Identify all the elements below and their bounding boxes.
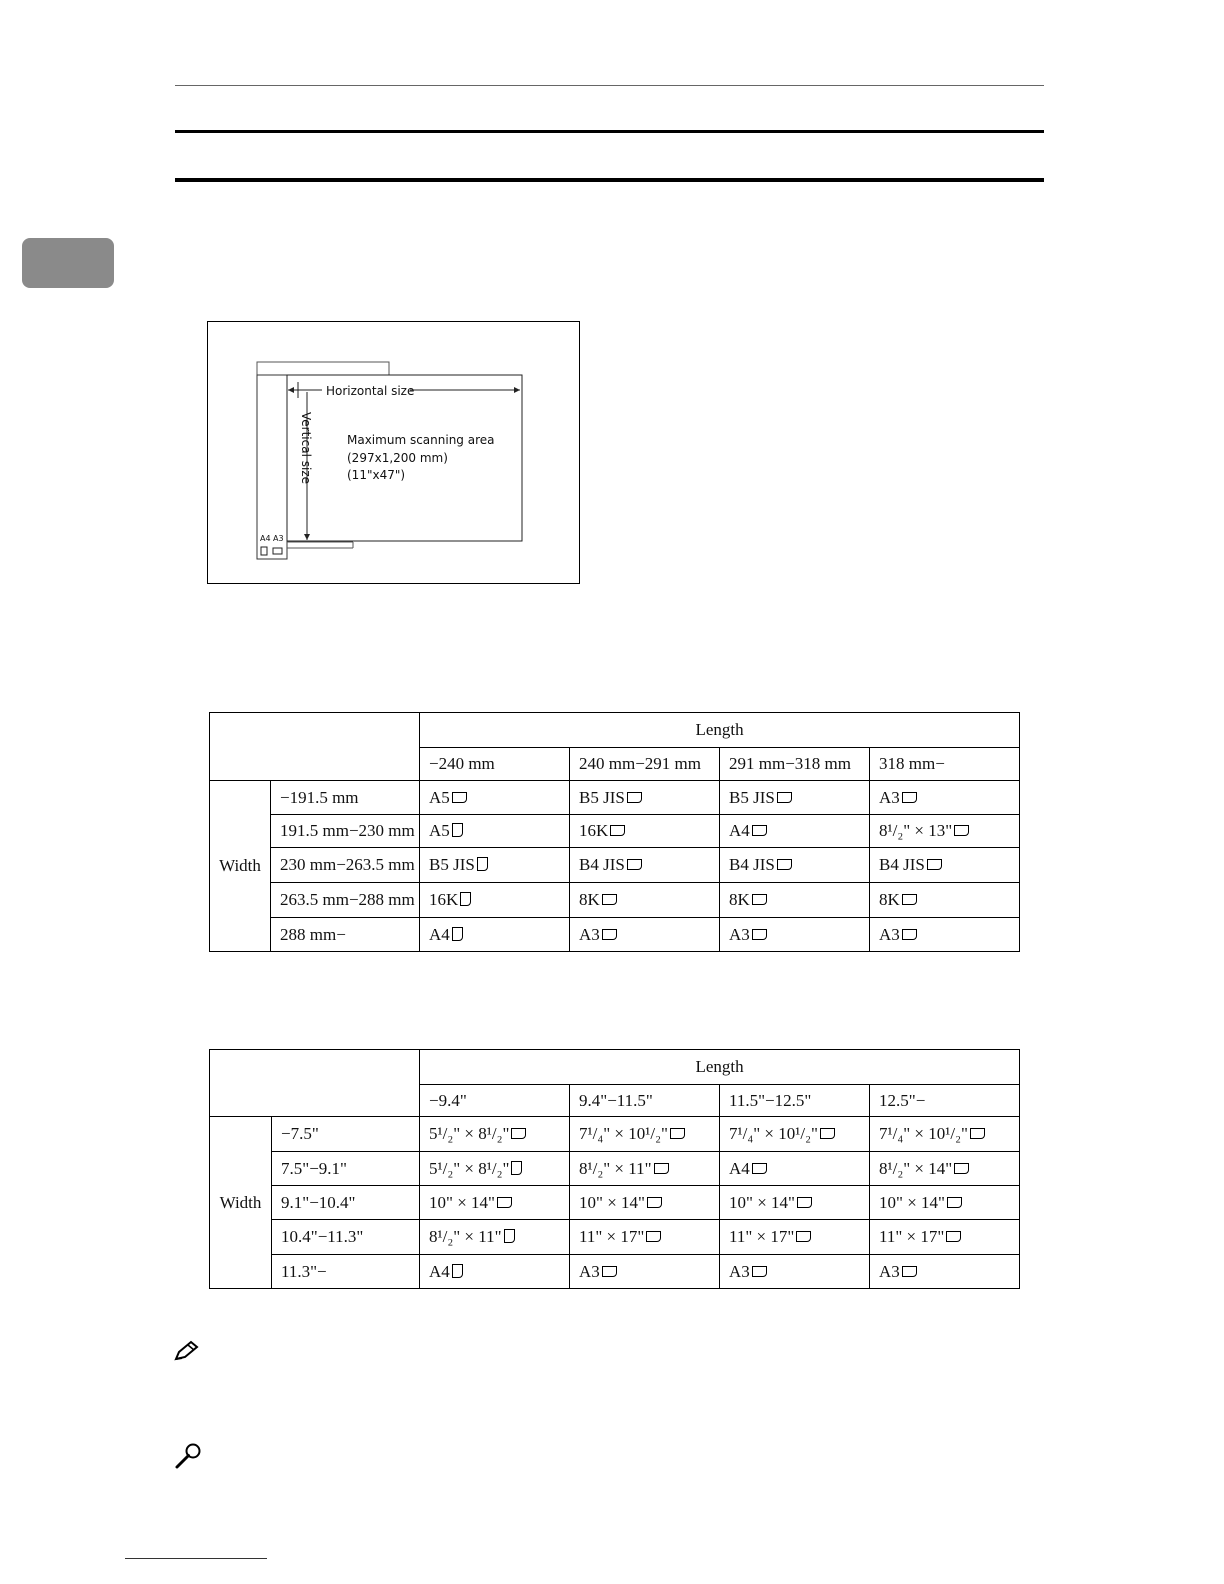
width-header: Width bbox=[210, 781, 271, 952]
inch-size-table bbox=[209, 1049, 1020, 1289]
width-header: Width bbox=[210, 1117, 272, 1289]
size-cell: A3 bbox=[870, 918, 1020, 952]
width-range: 7.5"−9.1" bbox=[272, 1152, 420, 1186]
length-column: −240 mm bbox=[420, 748, 570, 781]
a4-label: A4 bbox=[260, 534, 271, 543]
size-cell: 10" × 14" bbox=[870, 1186, 1020, 1220]
corner-cell bbox=[210, 713, 420, 781]
chapter-tab bbox=[22, 238, 114, 288]
table-row bbox=[210, 1186, 1020, 1220]
length-column: 318 mm− bbox=[870, 748, 1020, 781]
length-column: 291 mm−318 mm bbox=[720, 748, 870, 781]
size-cell: A3 bbox=[870, 781, 1020, 815]
size-cell: 16K bbox=[570, 815, 720, 848]
table-row bbox=[210, 883, 1020, 918]
size-cell: 10" × 14" bbox=[420, 1186, 570, 1220]
size-cell: A5 bbox=[420, 781, 570, 815]
size-cell: A4 bbox=[420, 918, 570, 952]
table-row bbox=[210, 848, 1020, 883]
length-column: 9.4"−11.5" bbox=[570, 1085, 720, 1117]
width-range: 191.5 mm−230 mm bbox=[271, 815, 420, 848]
area-mm: (297x1,200 mm) bbox=[347, 451, 448, 465]
table-row bbox=[210, 1220, 1020, 1255]
landscape-paper-icon bbox=[273, 548, 282, 554]
size-cell: B4 JIS bbox=[570, 848, 720, 883]
size-cell: 8K bbox=[720, 883, 870, 918]
size-cell: 7¹/₄" × 10¹/₂" bbox=[570, 1117, 720, 1152]
corner-cell bbox=[210, 1050, 420, 1117]
size-cell: A3 bbox=[570, 1255, 720, 1289]
size-cell: A3 bbox=[570, 918, 720, 952]
size-cell: 7¹/₄" × 10¹/₂" bbox=[870, 1117, 1020, 1152]
header-rule-mid bbox=[175, 130, 1044, 133]
size-cell: 8¹/₂" × 14" bbox=[870, 1152, 1020, 1186]
metric-size-table bbox=[209, 712, 1020, 952]
length-column: 11.5"−12.5" bbox=[720, 1085, 870, 1117]
width-range: 10.4"−11.3" bbox=[272, 1220, 420, 1255]
size-cell: B4 JIS bbox=[720, 848, 870, 883]
size-cell: A5 bbox=[420, 815, 570, 848]
size-cell: 8¹/₂" × 11" bbox=[420, 1220, 570, 1255]
size-cell: 8K bbox=[570, 883, 720, 918]
size-cell: A4 bbox=[720, 1152, 870, 1186]
table-row bbox=[210, 1152, 1020, 1186]
size-cell: 7¹/₄" × 10¹/₂" bbox=[720, 1117, 870, 1152]
a3-label: A3 bbox=[273, 534, 284, 543]
size-cell: B5 JIS bbox=[720, 781, 870, 815]
pencil-icon bbox=[173, 1340, 201, 1364]
size-cell: 11" × 17" bbox=[570, 1220, 720, 1255]
length-header: Length bbox=[420, 713, 1020, 748]
size-cell: 10" × 14" bbox=[570, 1186, 720, 1220]
header-rule-thick bbox=[175, 178, 1044, 182]
width-range: 263.5 mm−288 mm bbox=[271, 883, 420, 918]
horizontal-size-label: Horizontal size bbox=[326, 384, 415, 398]
size-cell: 11" × 17" bbox=[870, 1220, 1020, 1255]
size-cell: 8¹/₂" × 11" bbox=[570, 1152, 720, 1186]
width-range: 230 mm−263.5 mm bbox=[271, 848, 420, 883]
size-cell: 11" × 17" bbox=[720, 1220, 870, 1255]
size-cell: 8¹/₂" × 13" bbox=[870, 815, 1020, 848]
area-title: Maximum scanning area bbox=[347, 433, 495, 447]
portrait-paper-icon bbox=[261, 547, 267, 555]
length-column: 12.5"− bbox=[870, 1085, 1020, 1117]
vertical-size-label: Vertical size bbox=[299, 412, 313, 484]
length-column: 240 mm−291 mm bbox=[570, 748, 720, 781]
width-range: −191.5 mm bbox=[271, 781, 420, 815]
width-range: −7.5" bbox=[272, 1117, 420, 1152]
table-row bbox=[210, 918, 1020, 952]
length-column: −9.4" bbox=[420, 1085, 570, 1117]
scanning-area-figure bbox=[207, 321, 580, 584]
size-cell: A4 bbox=[420, 1255, 570, 1289]
scanning-area-diagram bbox=[208, 322, 581, 585]
size-cell: 16K bbox=[420, 883, 570, 918]
size-cell: 5¹/₂" × 8¹/₂" bbox=[420, 1152, 570, 1186]
size-cell: A3 bbox=[870, 1255, 1020, 1289]
size-cell: B5 JIS bbox=[420, 848, 570, 883]
table-row bbox=[210, 1255, 1020, 1289]
length-header: Length bbox=[420, 1050, 1020, 1085]
table-row bbox=[210, 1117, 1020, 1152]
size-cell: A3 bbox=[720, 918, 870, 952]
width-range: 11.3"− bbox=[272, 1255, 420, 1289]
size-cell: 8K bbox=[870, 883, 1020, 918]
area-in: (11"x47") bbox=[347, 468, 406, 482]
size-cell: A4 bbox=[720, 815, 870, 848]
size-cell: 5¹/₂" × 8¹/₂" bbox=[420, 1117, 570, 1152]
size-cell: B5 JIS bbox=[570, 781, 720, 815]
width-range: 288 mm− bbox=[271, 918, 420, 952]
size-cell: B4 JIS bbox=[870, 848, 1020, 883]
size-cell: A3 bbox=[720, 1255, 870, 1289]
footer-rule bbox=[125, 1558, 267, 1559]
table-row bbox=[210, 781, 1020, 815]
size-cell: 10" × 14" bbox=[720, 1186, 870, 1220]
magnifier-icon bbox=[173, 1442, 203, 1470]
header-rule-thin bbox=[175, 85, 1044, 86]
width-range: 9.1"−10.4" bbox=[272, 1186, 420, 1220]
table-row bbox=[210, 815, 1020, 848]
